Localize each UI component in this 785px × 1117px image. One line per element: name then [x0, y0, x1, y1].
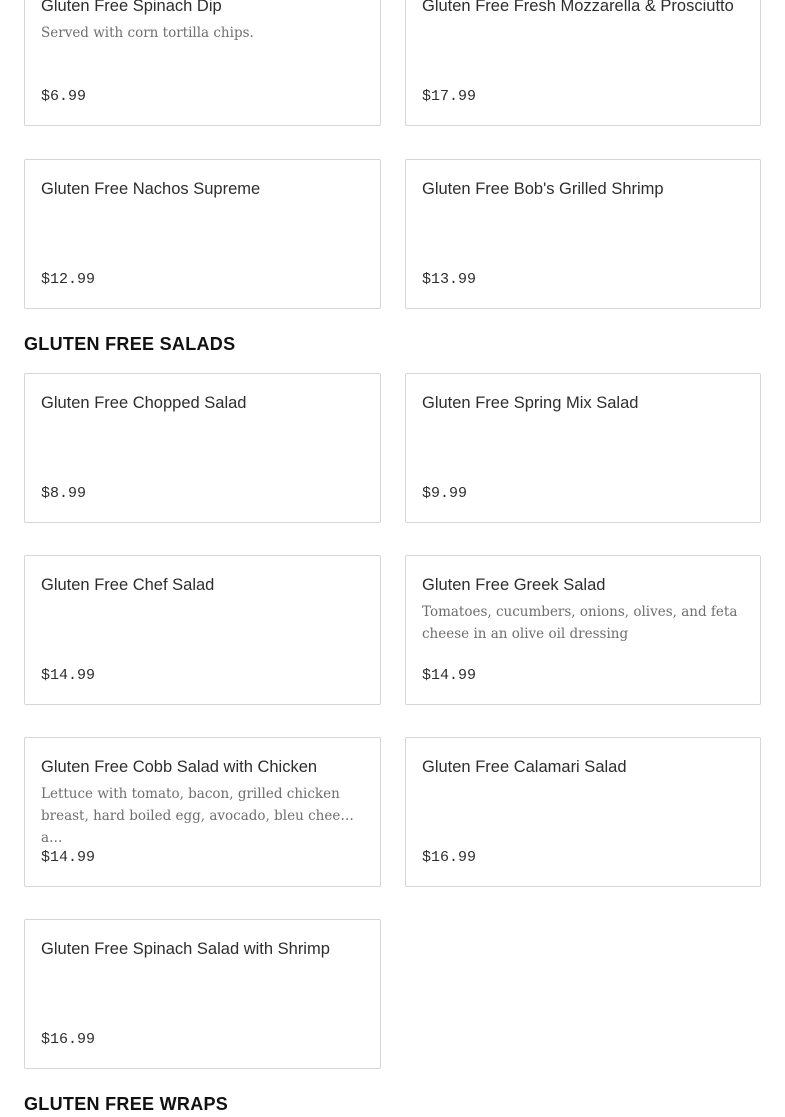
menu-item-description: Lettuce with tomato, bacon, grilled chicken breast, hard boiled egg, avocado, bleu cheese, a… — [41, 786, 360, 846]
menu-item-card[interactable] — [24, 555, 381, 705]
menu-item-name: Gluten Free Calamari Salad — [422, 758, 627, 776]
menu-item-card[interactable] — [405, 0, 761, 126]
menu-item-name: Gluten Free Cobb Salad with Chicken — [41, 758, 318, 776]
menu-item-name: Gluten Free Spinach Dip — [41, 0, 222, 15]
menu-item-price: $16.99 — [41, 1031, 96, 1048]
menu-item-price: $13.99 — [422, 271, 477, 288]
menu-item-card[interactable] — [405, 737, 761, 887]
menu-item-name: Gluten Free Chef Salad — [41, 576, 215, 594]
menu-item-name: Gluten Free Spinach Salad with Shrimp — [41, 940, 330, 958]
menu-item-price: $14.99 — [41, 667, 96, 684]
menu-item-price: $6.99 — [41, 88, 87, 105]
section-heading-wraps: GLUTEN FREE WRAPS — [24, 1094, 229, 1114]
menu-item-price: $17.99 — [422, 88, 477, 105]
menu-item-description: Tomatoes, cucumbers, onions, olives, and feta cheese in an olive oil dressing — [422, 604, 738, 642]
menu-item-price: $8.99 — [41, 485, 87, 502]
menu-item-card[interactable] — [24, 737, 381, 887]
menu-item-card[interactable] — [24, 159, 381, 309]
menu-item-card[interactable] — [405, 159, 761, 309]
menu-item-price: $14.99 — [41, 849, 96, 866]
menu-item-price: $12.99 — [41, 271, 96, 288]
menu-item-name: Gluten Free Chopped Salad — [41, 394, 247, 412]
section-heading-salads: GLUTEN FREE SALADS — [24, 334, 236, 354]
menu-item-price: $14.99 — [422, 667, 477, 684]
menu-item-name: Gluten Free Greek Salad — [422, 576, 606, 594]
menu-item-name: Gluten Free Spring Mix Salad — [422, 394, 639, 412]
menu-item-price: $9.99 — [422, 485, 468, 502]
menu-item-card[interactable] — [24, 919, 381, 1069]
menu-item-name: Gluten Free Bob's Grilled Shrimp — [422, 180, 664, 198]
menu-item-name: Gluten Free Nachos Supreme — [41, 180, 261, 198]
menu-item-name: Gluten Free Fresh Mozzarella & Prosciutto — [422, 0, 734, 15]
menu-item-card[interactable] — [24, 373, 381, 523]
menu-item-card[interactable] — [405, 555, 761, 705]
menu-item-price: $16.99 — [422, 849, 477, 866]
menu-item-card[interactable] — [24, 0, 381, 126]
menu-item-description: Served with corn tortilla chips. — [41, 25, 254, 41]
menu-item-card[interactable] — [405, 373, 761, 523]
